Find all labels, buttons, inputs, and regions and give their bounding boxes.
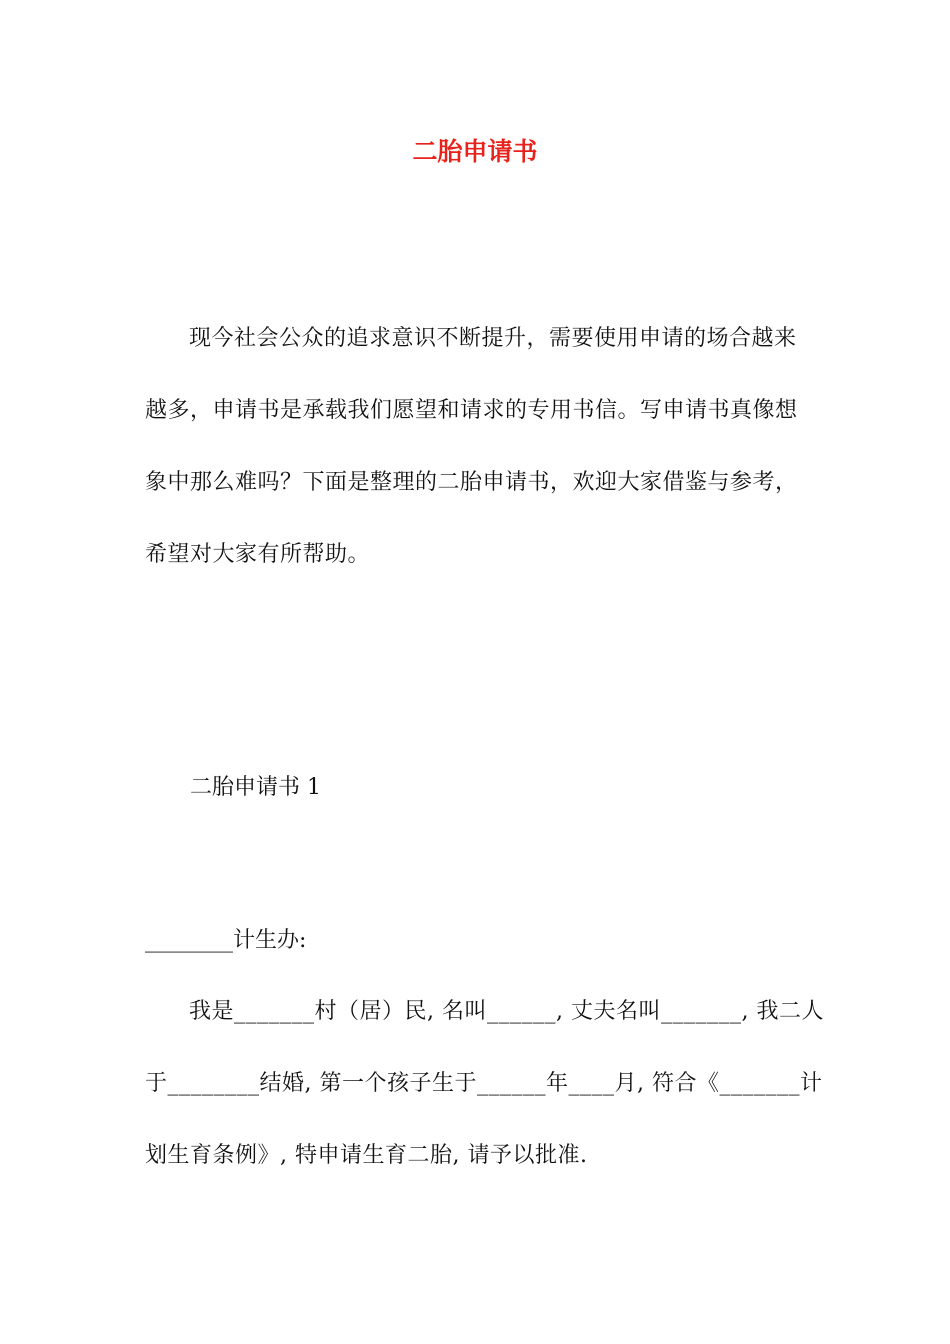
intro-line: 象中那么难吗？下面是整理的二胎申请书，欢迎大家借鉴与参考，: [145, 470, 798, 495]
letter-line: 于________结婚, 第一个孩子生于______年____月, 符合《_______计: [145, 1071, 823, 1096]
letter-line: 划生育条例》, 特申请生育二胎, 请予以批准.: [145, 1143, 588, 1168]
letter-body: [145, 976, 824, 1192]
letter-line: 我是_______村（居）民, 名叫______, 丈夫名叫_______, 我二人: [189, 999, 824, 1024]
addressee-line: ________计生办:: [145, 928, 307, 953]
section-title: 二胎申请书 1: [190, 775, 321, 800]
intro-line: 希望对大家有所帮助。: [145, 542, 371, 567]
intro-line: 现今社会公众的追求意识不断提升，需要使用申请的场合越来: [189, 326, 797, 351]
document-title: 二胎申请书: [412, 137, 538, 166]
intro-paragraph: [145, 303, 807, 591]
intro-line: 越多，申请书是承载我们愿望和请求的专用书信。写申请书真像想: [145, 398, 798, 423]
